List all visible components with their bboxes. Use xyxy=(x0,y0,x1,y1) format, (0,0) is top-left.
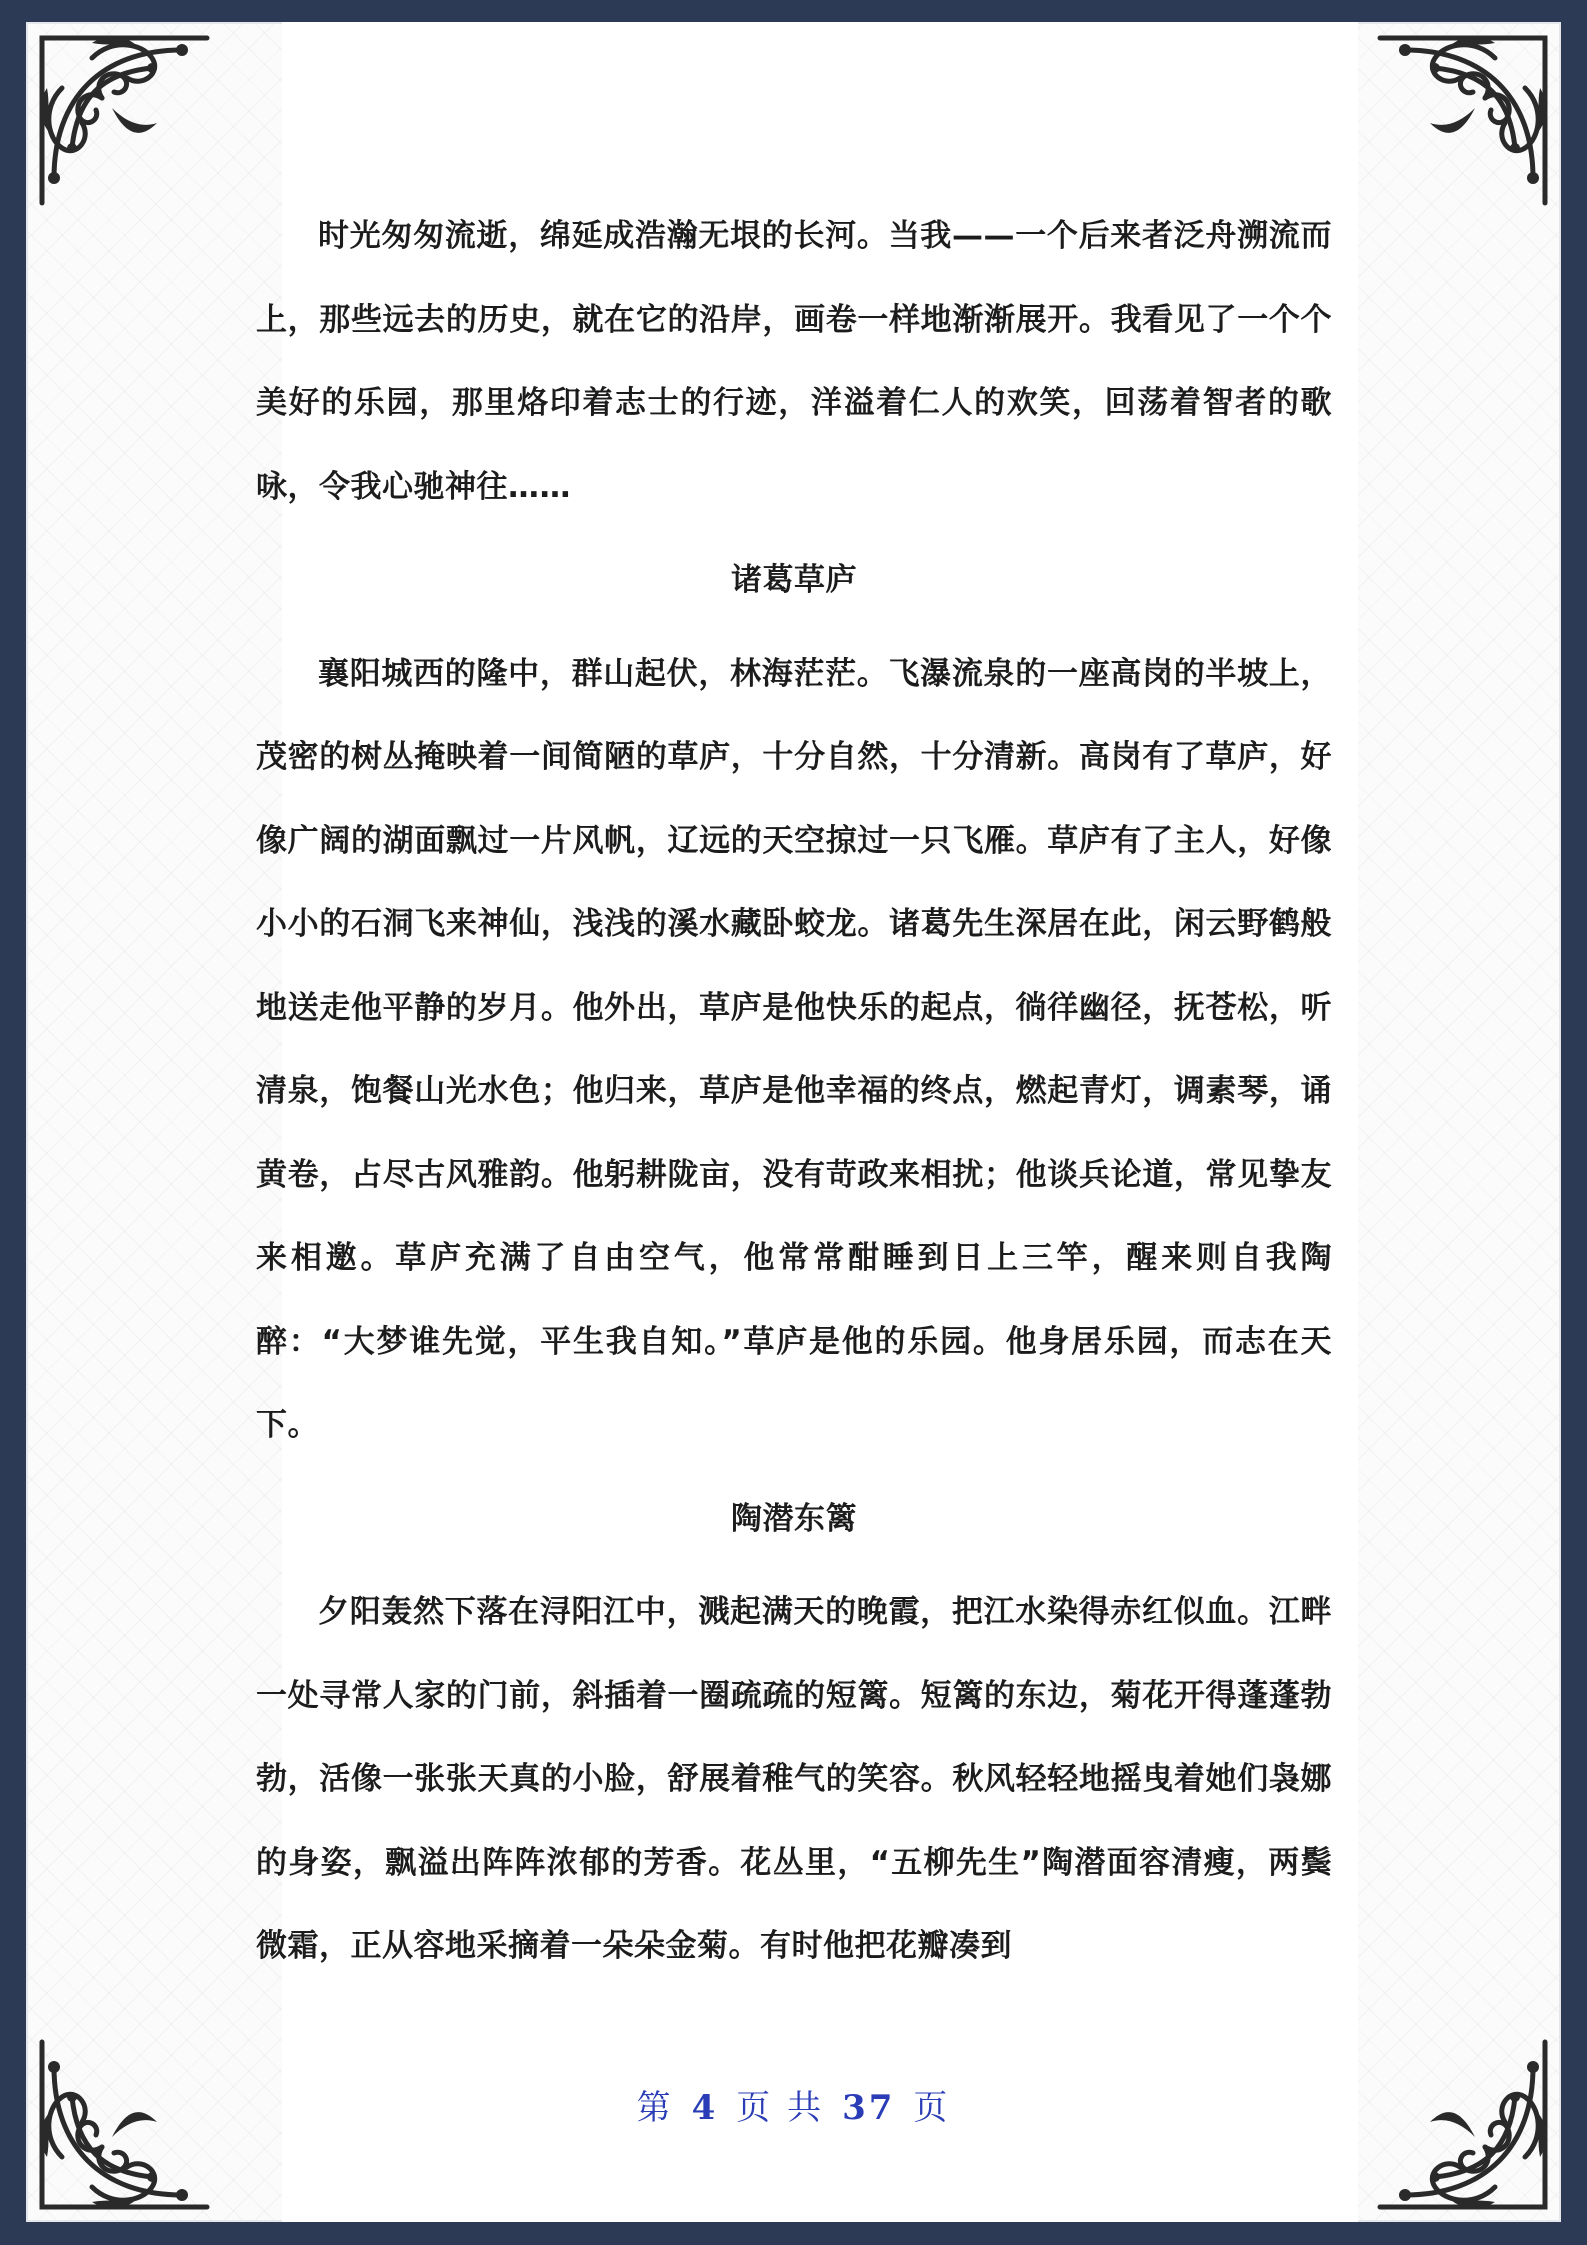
intro-paragraph: 时光匆匆流逝，绵延成浩瀚无垠的长河。当我——一个后来者泛舟溯流而上，那些远去的历史，就在它的沿岸，画卷一样地渐渐展开。我看见了一个个美好的乐园，那里烙印着志士的行迹，洋溢着仁人的欢笑，回荡着智者的歌咏，令我心驰神往…… xyxy=(256,218,1332,505)
corner-ornament-top-left xyxy=(32,28,217,213)
page-number-footer xyxy=(0,2080,1587,2129)
total-page-number: 37 xyxy=(842,2088,896,2128)
footer-suffix: 页 xyxy=(913,2088,951,2128)
tao-paragraph: 夕阳轰然下落在浔阳江中，溅起满天的晚霞，把江水染得赤红似血。江畔一处寻常人家的门前，斜插着一圈疏疏的短篱。短篱的东边，菊花开得蓬蓬勃勃，活像一张张天真的小脸，舒展着稚气的笑容。秋风轻轻地摇曳着她们袅娜的身姿，飘溢出阵阵浓郁的芳香。花丛里，“五柳先生”陶潜面容清瘦，两鬓微霜，正从容地采摘着一朵朵金菊。有时他把花瓣凑到 xyxy=(256,1594,1332,1964)
section-heading-zhuge: 诸葛草庐 xyxy=(731,562,857,598)
zhuge-paragraph: 襄阳城西的隆中，群山起伏，林海茫茫。飞瀑流泉的一座高岗的半坡上，茂密的树丛掩映着一间简陋的草庐，十分自然，十分清新。高岗有了草庐，好像广阔的湖面飘过一片风帆，辽远的天空掠过一只飞雁。草庐有了主人，好像小小的石洞飞来神仙，浅浅的溪水藏卧蛟龙。诸葛先生深居在此，闲云野鹤般地送走他平静的岁月。他外出，草庐是他快乐的起点，徜徉幽径，抚苍松，听清泉，饱餐山光水色；他归来，草庐是他幸福的终点，燃起青灯，调素琴，诵黄卷，占尽古风雅韵。他躬耕陇亩，没有苛政来相扰；他谈兵论道，常见挚友来相邀。草庐充满了自由空气，他常常酣睡到日上三竿，醒来则自我陶醉：“大梦谁先觉，平生我自知。”草庐是他的乐园。他身居乐园，而志在天下。 xyxy=(256,655,1332,1443)
document-body xyxy=(256,195,1332,1989)
current-page-number: 4 xyxy=(691,2088,719,2128)
footer-middle: 页 共 xyxy=(736,2088,825,2128)
footer-prefix: 第 xyxy=(636,2088,674,2128)
section-heading-tao: 陶潜东篱 xyxy=(731,1500,857,1537)
corner-ornament-top-right xyxy=(1370,28,1555,213)
